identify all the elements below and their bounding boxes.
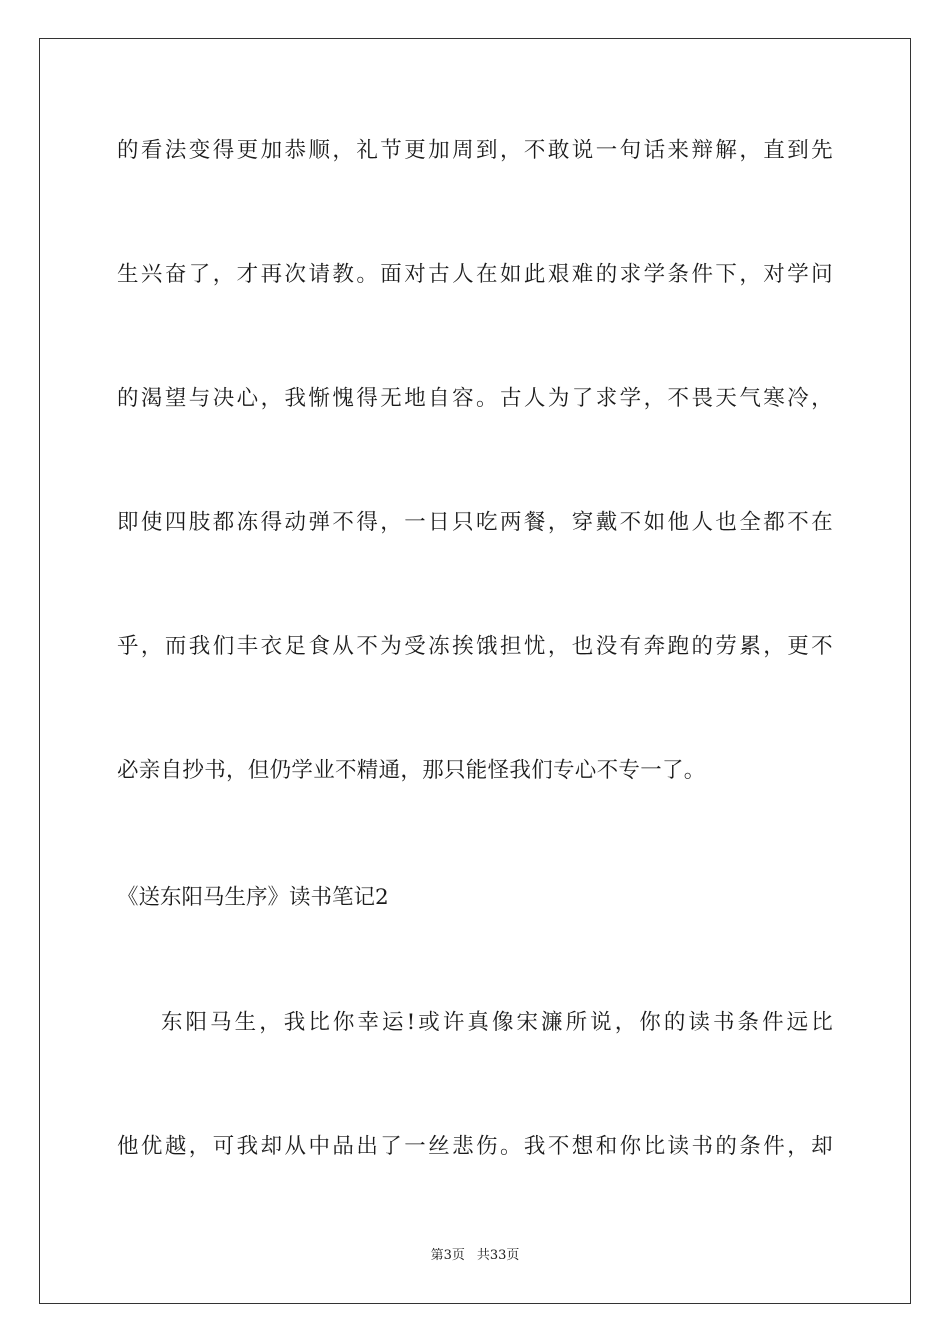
page-number: 第3页 <box>430 1248 465 1263</box>
paragraph-1-line-2: 生兴奋了，才再次请教。面对古人在如此艰难的求学条件下，对学问 <box>117 262 833 287</box>
page-total: 共33页 <box>476 1248 520 1263</box>
paragraph-1-line-3: 的渴望与决心，我惭愧得无地自容。古人为了求学，不畏天气寒冷， <box>117 386 833 411</box>
paragraph-1-line-1: 的看法变得更加恭顺，礼节更加周到，不敢说一句话来辩解，直到先 <box>117 138 833 163</box>
paragraph-2-line-1: 东阳马生，我比你幸运!或许真像宋濂所说，你的读书条件远比 <box>161 1010 833 1035</box>
section-heading: 《送东阳马生序》读书笔记2 <box>117 885 389 910</box>
paragraph-2-line-2: 他优越，可我却从中品出了一丝悲伤。我不想和你比读书的条件，却 <box>117 1134 833 1159</box>
page-border <box>39 38 911 1304</box>
paragraph-1-line-5: 乎，而我们丰衣足食从不为受冻挨饿担忧，也没有奔跑的劳累，更不 <box>117 634 833 659</box>
page-footer <box>0 1247 950 1265</box>
paragraph-1-line-4: 即使四肢都冻得动弹不得，一日只吃两餐，穿戴不如他人也全都不在 <box>117 510 833 535</box>
paragraph-1-line-6: 必亲自抄书，但仍学业不精通，那只能怪我们专心不专一了。 <box>117 758 706 783</box>
